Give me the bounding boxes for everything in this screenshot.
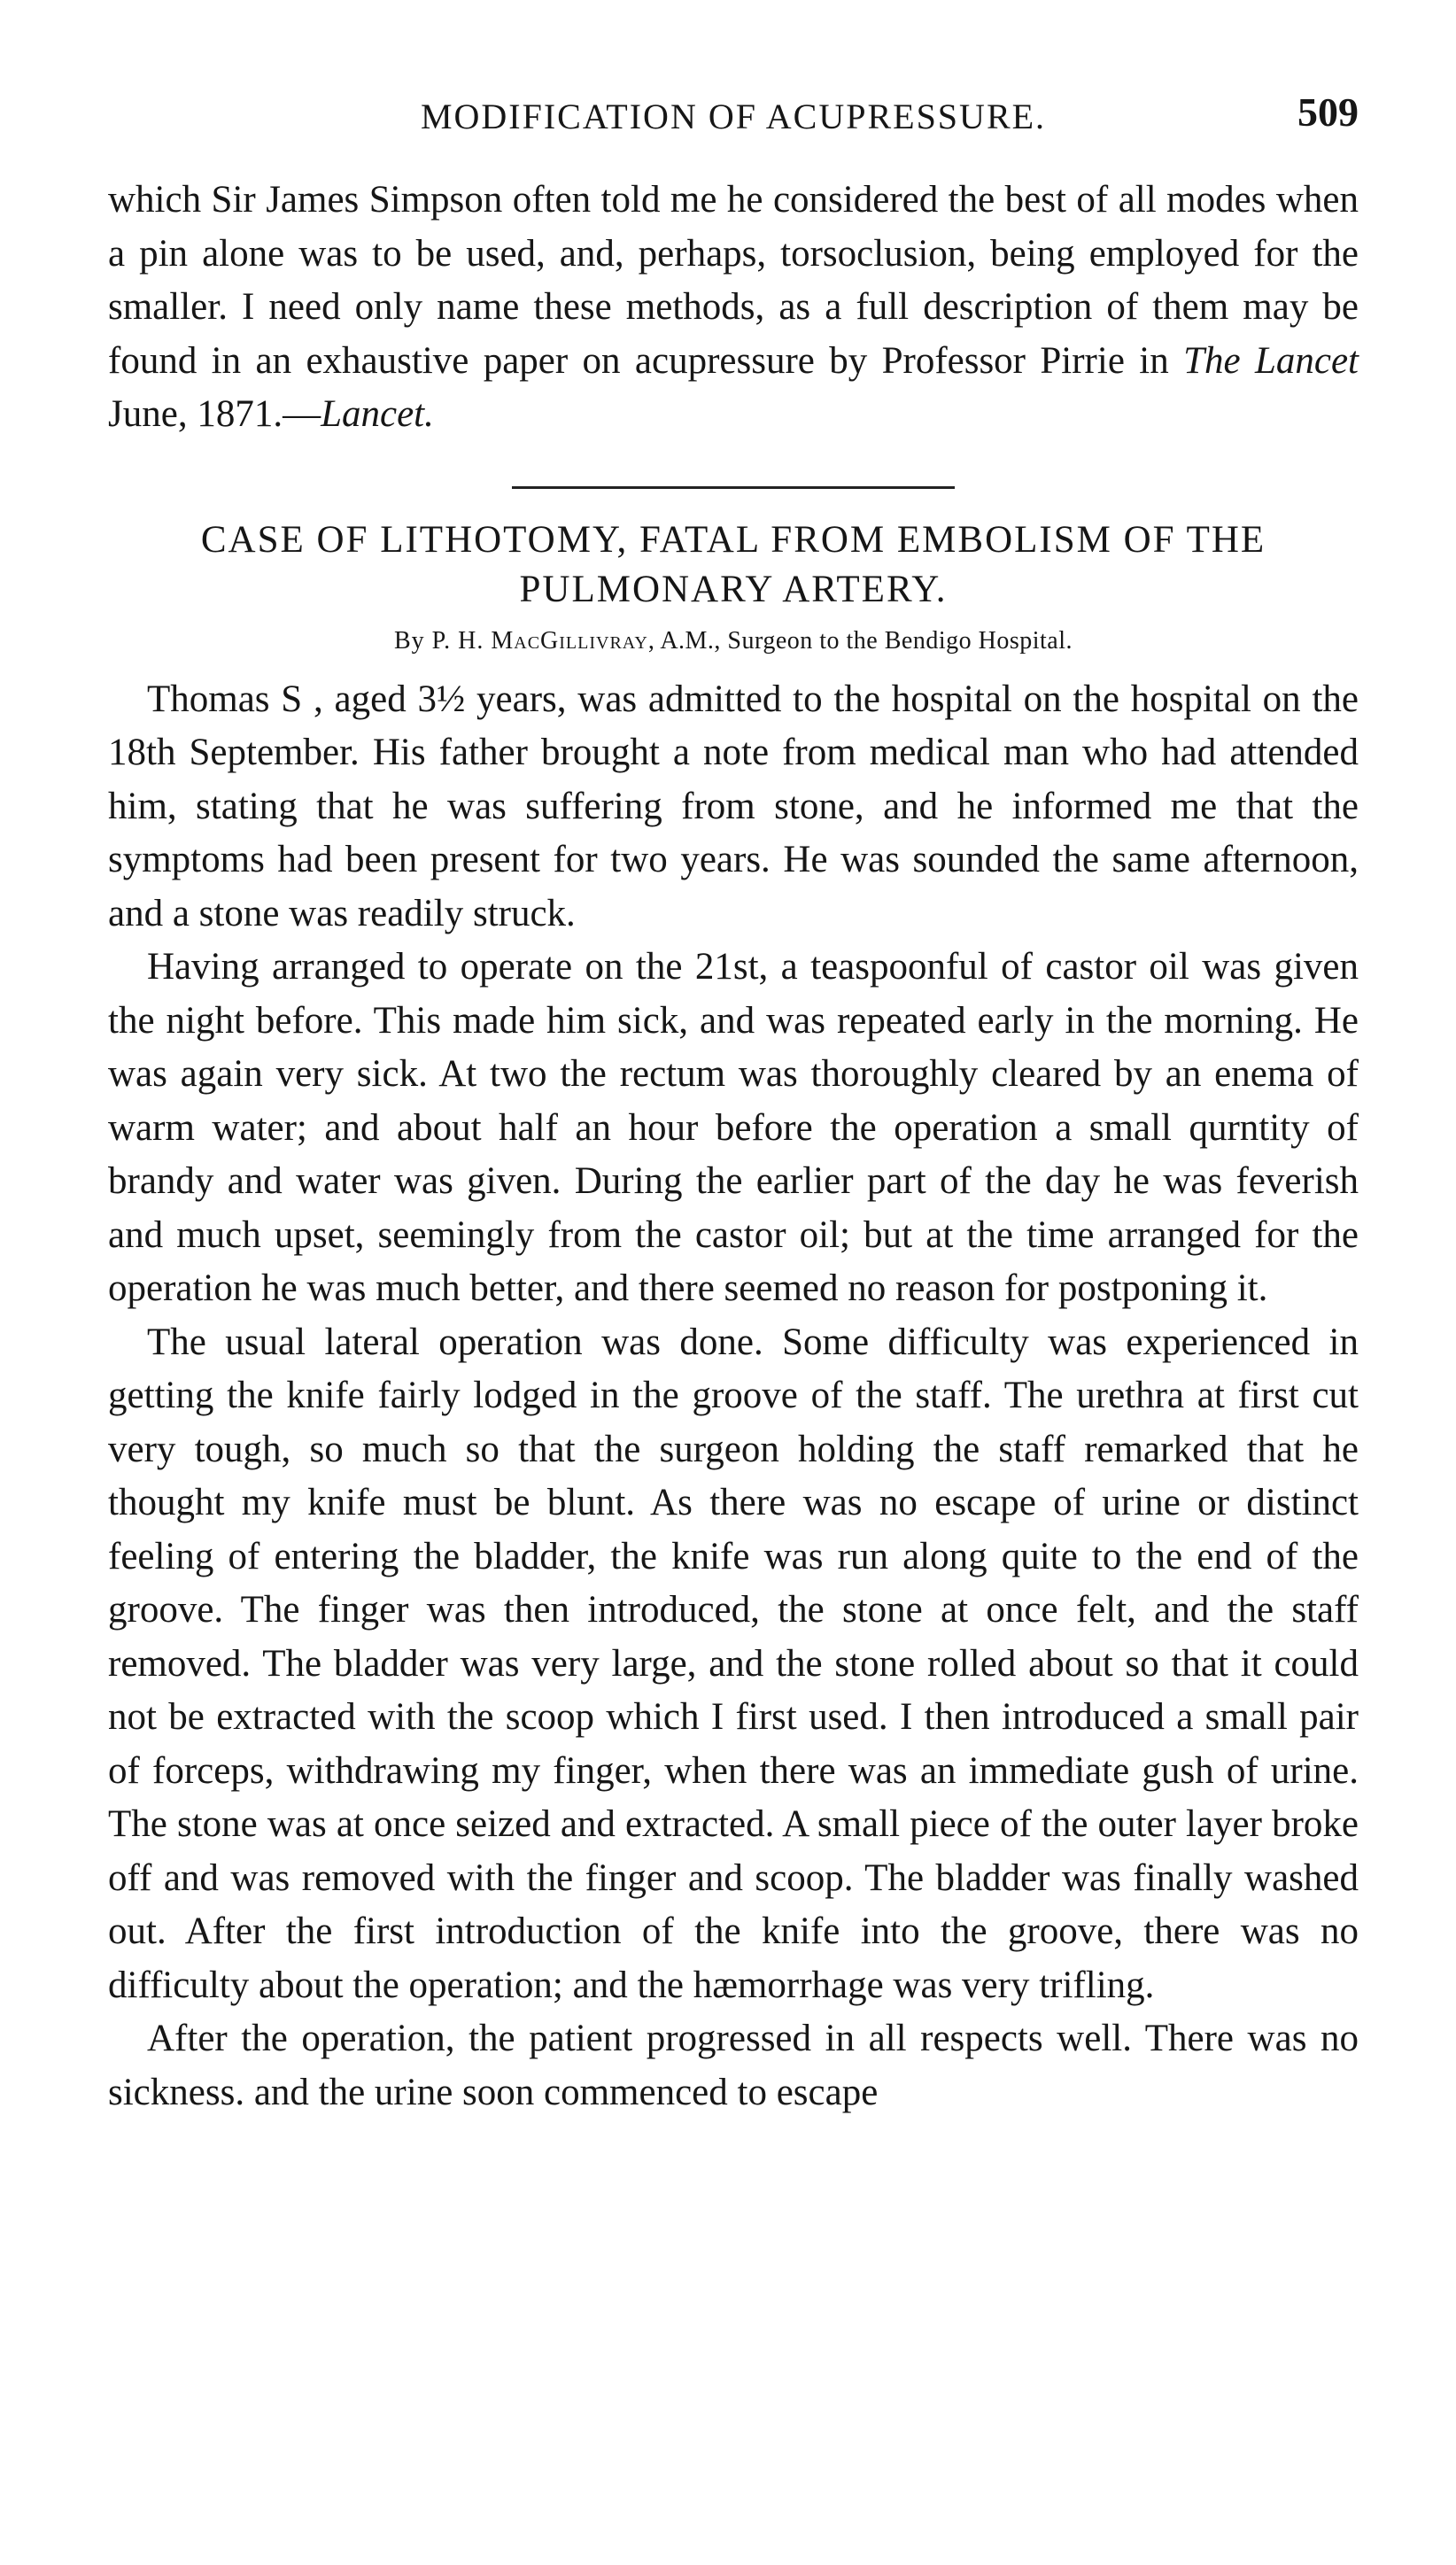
author-credentials: , A.M., Surgeon to the Bendigo Hospital.: [647, 626, 1073, 655]
byline-prefix: By: [393, 626, 425, 655]
running-head: [108, 80, 1359, 142]
running-title: MODIFICATION OF ACUPRESSURE.: [420, 97, 1047, 136]
source-citation: Lancet.: [321, 393, 434, 435]
body-paragraph-3: The usual lateral operation was done. Some difficulty was experienced in getting the knife fairly lodged in the groove of the staff. The urethra at first cut very tough, so much so that the surgeon holding the staff remarked that he thought my knife must be blunt. As there was no escape of urine or distinct feeling of entering the bladder, the knife was run along quite to the end of the groove. The finger was then introduced, the stone at once felt, and the staff removed. The bladder was very large, and the stone rolled about so that it could not be extracted with the scoop which I first used. I then introduced a small pair of forceps, withdrawing my finger, when there was an immediate gush of urine. The stone was at once seized and extracted. A small piece of the outer layer broke off and was removed with the finger and scoop. The bladder was finally washed out. After the first introduction of the knife into the groove, there was no difficulty about the operation; and the hæmorrhage was very trifling.: [108, 1321, 1359, 2006]
article-title-line-1: CASE OF LITHOTOMY, FATAL FROM EMBOLISM OF THE: [200, 518, 1266, 561]
body-paragraph-1: Thomas S , aged 3½ years, was admitted to the hospital on the hospital on the 18th September. His father brought a note from medical man who had attended him, stating that he was suffering from stone, and he informed me that the symptoms had been present for two years. He was sounded the same afternoon, and a stone was readily struck.: [108, 678, 1359, 934]
article-title-line-2: PULMONARY ARTERY.: [519, 568, 948, 610]
carryover-paragraph: [108, 174, 1359, 442]
section-divider: [512, 486, 955, 489]
author-name: P. H. MacGillivray: [431, 626, 648, 655]
body-paragraph-4: After the operation, the patient progressed in all respects well. There was no sickness. and the urine soon commenced to escape: [108, 2018, 1359, 2113]
carryover-text: which Sir James Simpson often told me he considered the best of all modes when a pin alone was to be used, and, perhaps, torsoclusion, being employed for the smaller. I need only name these methods, as a full description of them may be found in an exhaustive paper on acupressure by Professor Pirrie in: [108, 179, 1359, 382]
byline: [108, 627, 1359, 655]
journal-name: The Lancet: [1183, 339, 1359, 382]
body-paragraph-2: Having arranged to operate on the 21st, a teaspoonful of castor oil was given the night before. This made him sick, and was repeated early in the morning. He was again very sick. At two the rectum was thoroughly cleared by an enema of warm water; and about half an hour before the operation a small qurntity of brandy and water was given. During the earlier part of the day he was feverish and much upset, seemingly from the castor oil; but at the time arranged for the operation he was much better, and there seemed no reason for postponing it.: [108, 946, 1359, 1309]
carryover-date: June, 1871.—: [108, 393, 321, 435]
page-number: 509: [1297, 89, 1359, 135]
article-title: [108, 515, 1359, 615]
